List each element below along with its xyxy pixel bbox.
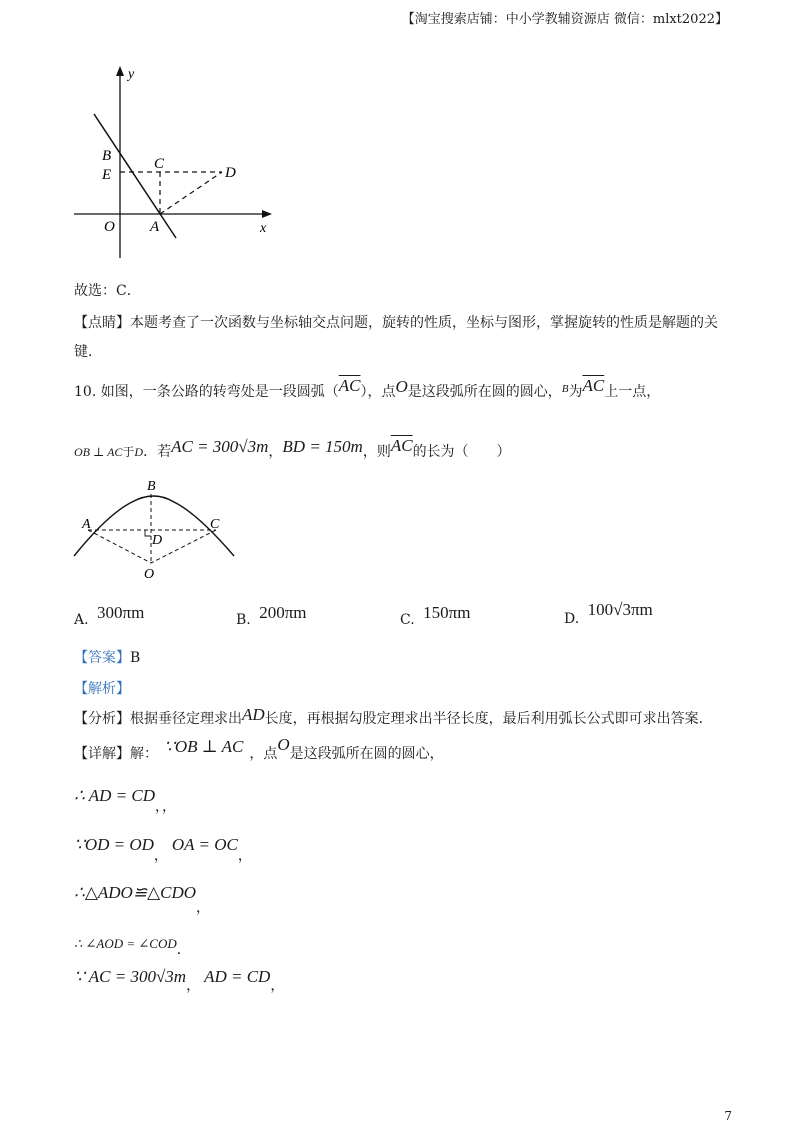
label-x: x — [260, 221, 267, 236]
label-A2: A — [82, 517, 91, 532]
option-b — [236, 603, 307, 628]
option-b-value: 200πm — [259, 603, 307, 622]
step-5-math: ∵ AC = 300√3m — [74, 967, 187, 986]
answer-value: B — [130, 650, 141, 666]
option-d-letter: D. — [564, 611, 580, 627]
label-A: A — [150, 219, 160, 235]
point-b: B — [561, 383, 569, 395]
label-B: B — [102, 148, 112, 164]
detail-line — [74, 735, 444, 764]
q10-text-3: 是这段弧所在圆的圆心， — [407, 384, 562, 400]
label-E: E — [102, 167, 112, 183]
coordinate-figure — [70, 62, 290, 262]
analysis-tag: 【解析】 — [74, 681, 130, 697]
question-number: 10. 如图，一条公路的转弯处是一段圆弧（ — [74, 384, 339, 400]
arc-ac-1: $\overline{AC}$ — [338, 376, 361, 395]
label-D: D — [225, 165, 236, 181]
point-o: O — [395, 377, 408, 396]
arc-ac-2: $\overline{AC}$ — [582, 376, 605, 395]
step-2-tail: ， — [153, 848, 168, 864]
q10-comma: ， — [268, 444, 283, 460]
option-a — [74, 603, 145, 628]
q10-text-2: ），点 — [360, 384, 396, 400]
ob-perp-ac: OB ⊥ AC — [74, 445, 123, 459]
question-10-line-2 — [74, 436, 511, 462]
fenxi-text-2: 长度，再根据勾股定理求出半径长度，最后利用弧长公式即可求出答案． — [264, 711, 713, 727]
option-a-letter: A. — [74, 612, 89, 628]
arc-ac-3: $\overline{AC}$ — [390, 436, 413, 455]
x-axis-arrow — [262, 210, 272, 218]
option-c-value: 150πm — [423, 603, 471, 622]
step-3-math: ∴△ADO≌△CDO — [74, 883, 197, 902]
step-5-math-2: AD = CD — [204, 967, 271, 986]
option-d — [564, 600, 653, 627]
comment-line-2: 键． — [74, 344, 102, 360]
q10-ze: ，则 — [362, 444, 391, 460]
analysis-line — [74, 705, 713, 729]
step-2-tail-2: ， — [237, 848, 252, 864]
step-5 — [74, 967, 285, 994]
q10-ruo: ．若 — [143, 444, 172, 460]
option-b-letter: B. — [236, 612, 251, 628]
step-4-tail: ． — [176, 942, 191, 958]
step-3-tail: ， — [196, 900, 211, 916]
option-c-letter: C. — [400, 612, 415, 628]
y-axis-arrow — [116, 66, 124, 76]
label-y: y — [128, 67, 135, 82]
label-C: C — [154, 156, 165, 172]
bd-equation: BD = 150m — [282, 437, 363, 456]
q10-yu: 于 — [122, 445, 135, 459]
step-2-math-2: OA = OC — [171, 835, 238, 854]
page-header: 【淘宝搜索店铺：中小学教辅资源店 微信：mlxt2022】 — [401, 12, 728, 27]
point-d: D — [134, 445, 144, 459]
detail-because: ∵OB ⊥ AC — [164, 737, 244, 756]
detail-text: 是这段弧所在圆的圆心， — [289, 746, 444, 762]
step-1 — [74, 786, 177, 815]
fenxi-tag: 【分析】 — [74, 711, 130, 727]
q10-text-4: 为 — [568, 384, 583, 400]
step-1-math: ∴ AD = CD — [74, 786, 156, 805]
label-O2: O — [144, 567, 155, 582]
step-4-math: ∴ ∠AOD = ∠COD — [74, 936, 177, 951]
arc-figure — [66, 478, 246, 584]
dash-ad — [160, 172, 222, 214]
step-2 — [74, 835, 252, 864]
answer-line — [74, 648, 140, 668]
page-number: 7 — [724, 1109, 732, 1123]
detail-tag: 【详解】解： — [74, 746, 158, 762]
fenxi-ad: AD — [242, 705, 265, 724]
ac-equation: AC = 300√3m — [171, 437, 269, 456]
answer-tag: 【答案】 — [74, 650, 130, 666]
q10-text-5: 上一点， — [604, 384, 661, 400]
step-2-math: ∵OD = OD — [74, 835, 154, 854]
segment-oa — [88, 530, 151, 563]
step-3 — [74, 883, 211, 916]
step-5-tail: ， — [186, 978, 201, 994]
fenxi-text: 根据垂径定理求出 — [130, 711, 242, 727]
option-d-value: 100√3πm — [587, 600, 653, 619]
detail-o: O — [277, 735, 290, 754]
option-c — [400, 603, 471, 628]
step-5-tail-2: ， — [270, 978, 285, 994]
previous-choice: 故选：C． — [74, 283, 141, 299]
question-10-line-1 — [74, 376, 661, 403]
q10-len: 的长为（ ） — [412, 444, 511, 460]
option-a-value: 300πm — [97, 603, 145, 622]
label-O: O — [104, 219, 115, 235]
step-1-tail: ，， — [155, 799, 177, 815]
label-C2: C — [210, 517, 220, 532]
right-angle-mark — [145, 530, 151, 536]
label-B2: B — [147, 479, 156, 494]
label-D2: D — [152, 533, 163, 548]
step-4 — [74, 934, 191, 958]
detail-comma: ，点 — [249, 746, 278, 762]
comment-line-1: 【点睛】本题考查了一次函数与坐标轴交点问题，旋转的性质，坐标与图形，掌握旋转的性质是解题的关 — [74, 315, 718, 331]
